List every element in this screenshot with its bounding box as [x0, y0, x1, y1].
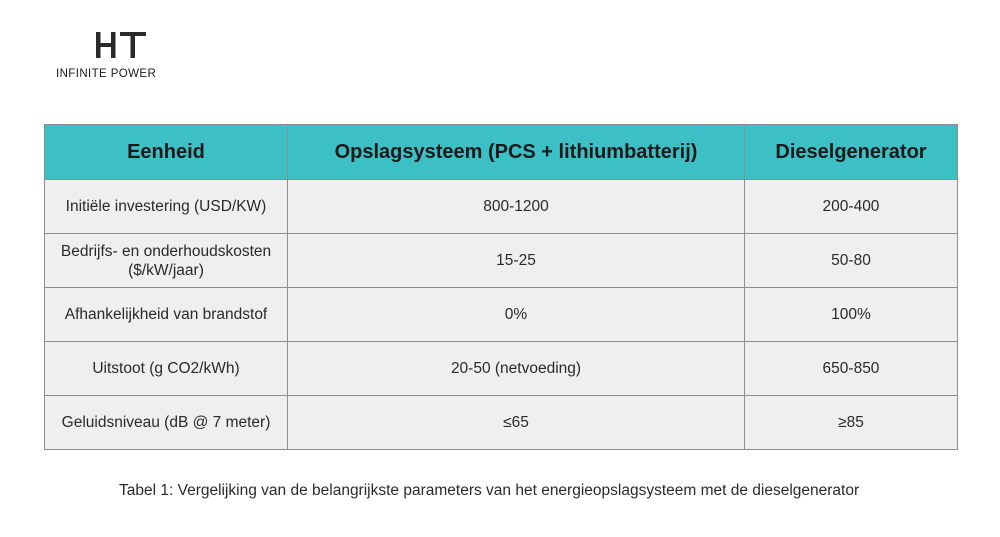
storage-value: 0% — [288, 288, 745, 342]
table-row — [45, 180, 958, 234]
diesel-value: 650-850 — [745, 342, 958, 396]
header-diesel-generator: Dieselgenerator — [745, 125, 958, 180]
storage-value: ≤65 — [288, 396, 745, 450]
storage-value: 15-25 — [288, 234, 745, 288]
storage-value: 20-50 (netvoeding) — [288, 342, 745, 396]
storage-value: 800-1200 — [288, 180, 745, 234]
header-unit: Eenheid — [45, 125, 288, 180]
diesel-value: 50-80 — [745, 234, 958, 288]
header-storage-system: Opslagsysteem (PCS + lithiumbatterij) — [288, 125, 745, 180]
comparison-table — [44, 124, 958, 450]
diesel-value: 200-400 — [745, 180, 958, 234]
diesel-value: ≥85 — [745, 396, 958, 450]
table-row — [45, 396, 958, 450]
table-row — [45, 288, 958, 342]
row-label: Geluidsniveau (dB @ 7 meter) — [45, 396, 288, 450]
row-label: Bedrijfs- en onderhoudskosten ($/kW/jaar) — [45, 234, 288, 288]
row-label: Initiële investering (USD/KW) — [45, 180, 288, 234]
brand-tagline: INFINITE POWER — [56, 68, 157, 80]
table-header-row — [45, 125, 958, 180]
ht-logo-icon — [96, 30, 148, 60]
row-label: Afhankelijkheid van brandstof — [45, 288, 288, 342]
row-label: Uitstoot (g CO2/kWh) — [45, 342, 288, 396]
table-row — [45, 234, 958, 288]
table-row — [45, 342, 958, 396]
diesel-value: 100% — [745, 288, 958, 342]
table-caption: Tabel 1: Vergelijking van de belangrijkste parameters van het energieopslagsysteem met de dieselgenerator — [119, 482, 860, 499]
